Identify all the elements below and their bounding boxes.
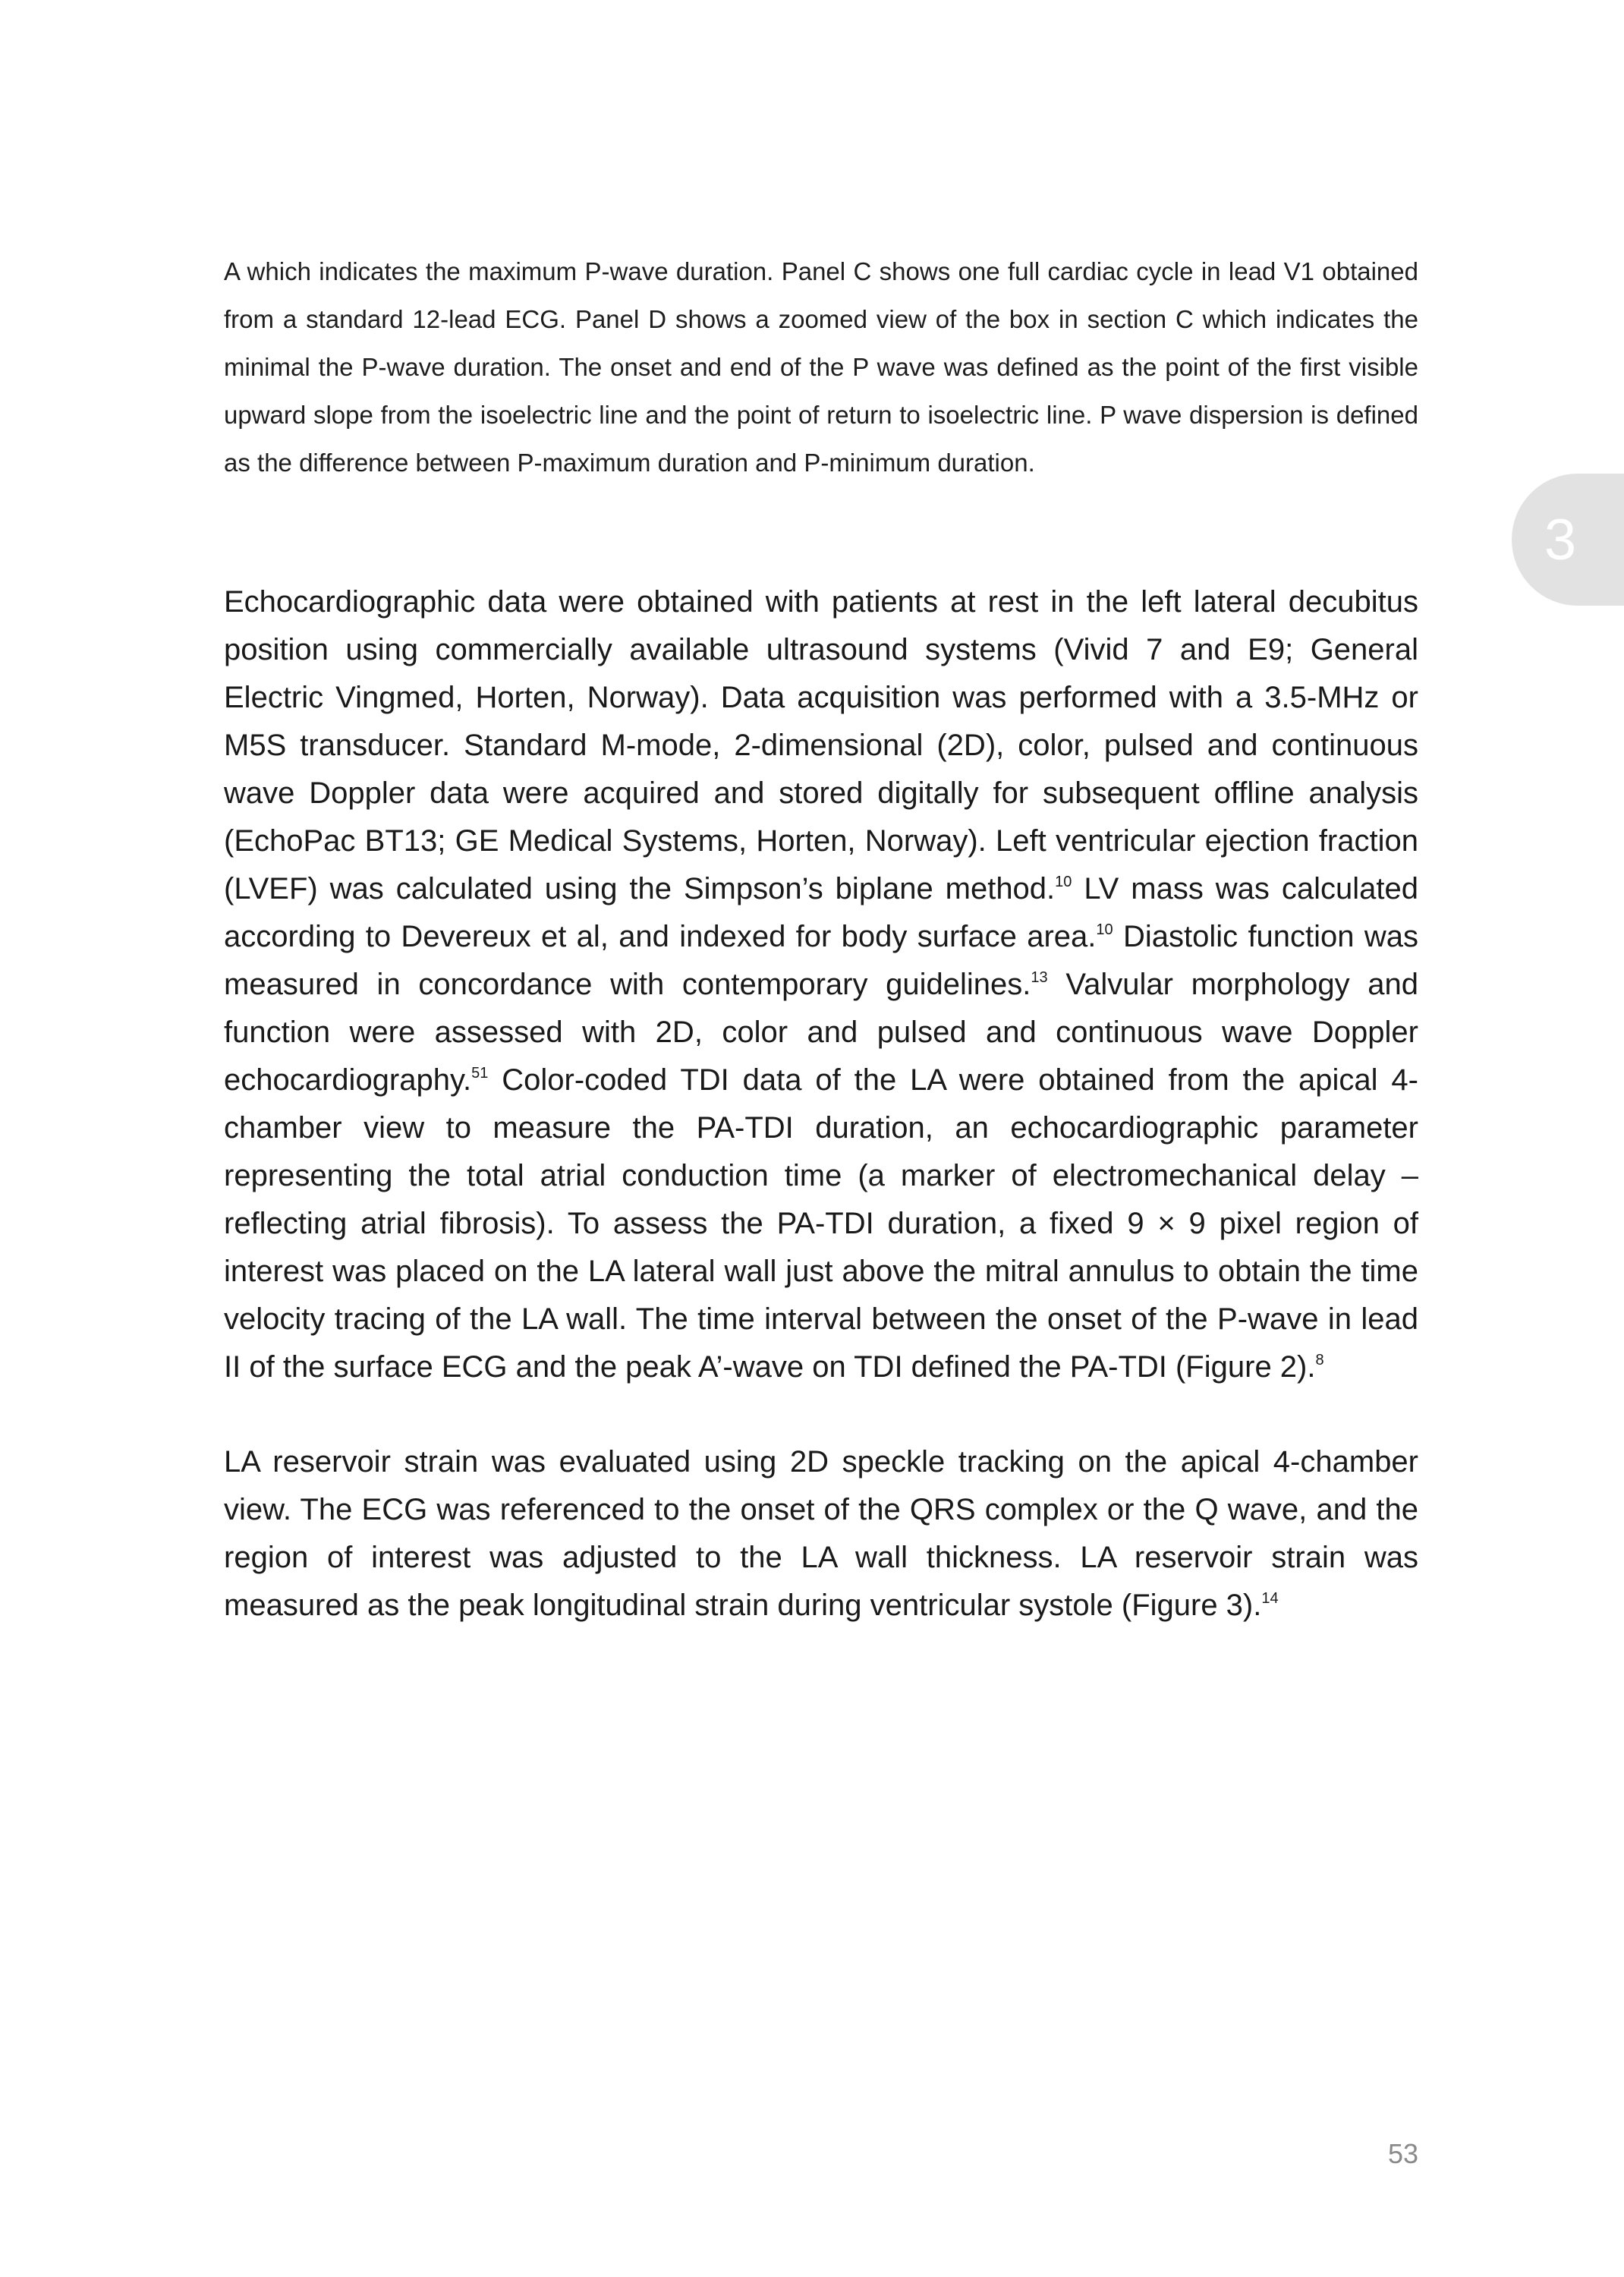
paragraph-text: LV mass was calculated according to Devereux et al, and indexed for body surface area. [224,872,1418,953]
paragraph-text: Diastolic function was measured in concordance with contemporary guidelines. [224,920,1418,1001]
citation-ref: 8 [1315,1351,1324,1368]
citation-ref: 10 [1055,873,1072,890]
citation-ref: 51 [471,1064,489,1082]
page-number: 53 [1387,2138,1418,2169]
citation-ref: 13 [1031,968,1048,986]
chapter-number: 3 [1544,508,1577,572]
citation-ref: 14 [1261,1589,1279,1607]
figure-caption-continuation: A which indicates the maximum P-wave duration. Panel C shows one full cardiac cycle in lead V1 obtained from a standard 12-lead ECG. Panel D shows a zoomed view of the box in section C which indicates the minimal the P-wave duration. The onset and end of the P wave was defined as the point of the first visible upward slope from the isoelectric line and the point of return to isoelectric line. P wave dispersion is defined as the difference between P-maximum duration and P-minimum duration. [224,257,1418,477]
paragraph-text: Valvular morphology and function were assessed with 2D, color and pulsed and continuous wave Doppler echocardiography. [224,968,1419,1097]
paragraph-echocardiography [224,578,1418,1391]
paragraph-text: Echocardiographic data were obtained with patients at rest in the left lateral decubitus position using commercially available ultrasound systems (Vivid 7 and E9; General Electric Vingmed, Horten, Norway). Data acquisition was performed with a 3.5-MHz or M5S transducer. Standard M-mode, 2-dimensional (2D), color, pulsed and continuous wave Doppler data were acquired and stored digitally for subsequent offline analysis (EchoPac BT13; GE Medical Systems, Horten, Norway). Left ventricular ejection fraction (LVEF) was calculated using the Simpson’s biplane method. [224,585,1418,905]
paragraph-text: LA reservoir strain was evaluated using 2D speckle tracking on the apical 4-chamber view. The ECG was referenced to the onset of the QRS complex or the Q wave, and the region of interest was adjusted to the LA wall thickness. LA reservoir strain was measured as the peak longitudinal strain during ventricular systole (Figure 3). [224,1445,1418,1622]
citation-ref: 10 [1096,921,1113,938]
paragraph-text: Color-coded TDI data of the LA were obtained from the apical 4-chamber view to measure the PA-TDI duration, an echocardiographic parameter representing the total atrial conduction time (a marker of electromechanical delay – reflecting atrial fibrosis). To assess the PA-TDI duration, a fixed 9 × 9 pixel region of interest was placed on the LA lateral wall just above the mitral annulus to obtain the time velocity tracing of the LA wall. The time interval between the onset of the P-wave in lead II of the surface ECG and the peak A’-wave on TDI defined the PA-TDI (Figure 2). [224,1063,1418,1384]
paragraph-la-strain [224,1438,1418,1630]
